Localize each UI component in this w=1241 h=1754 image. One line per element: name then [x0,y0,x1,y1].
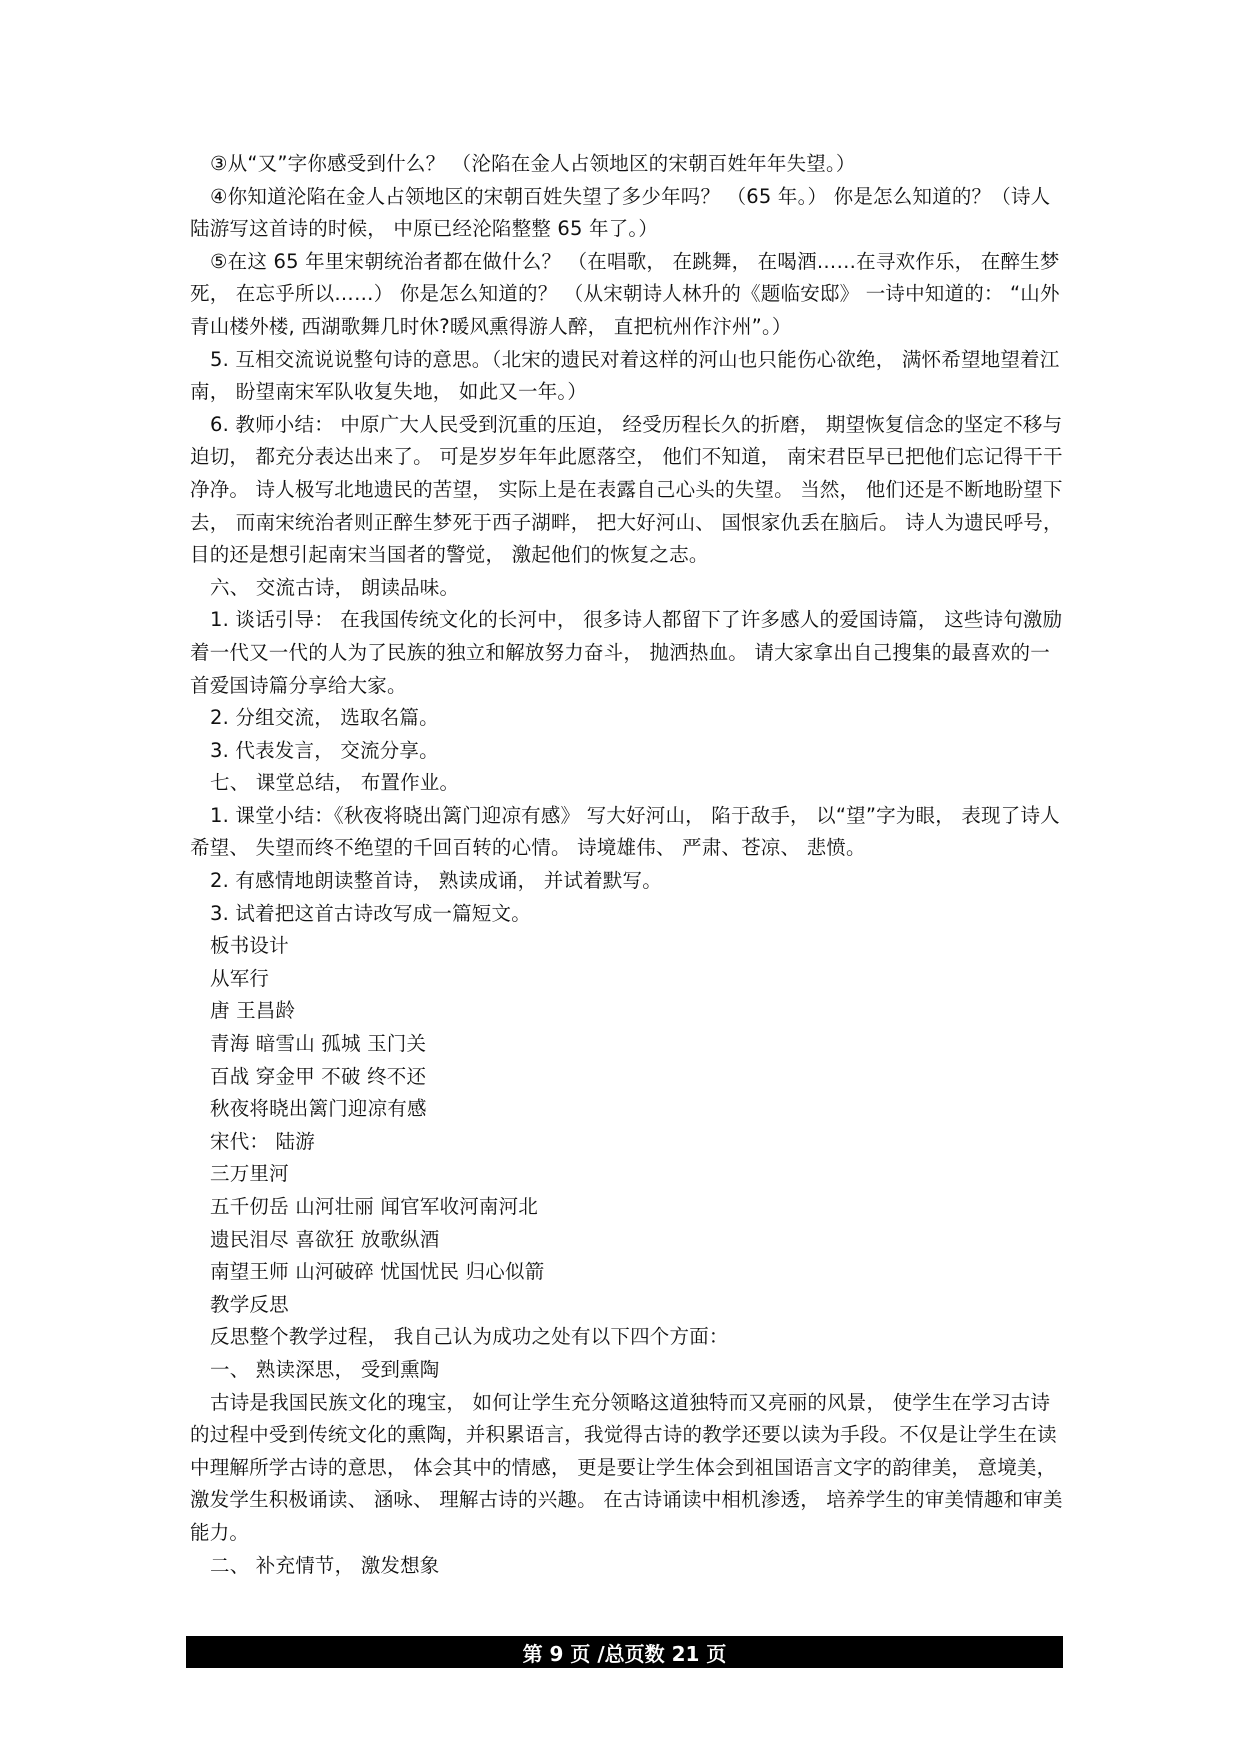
paragraph: 2. 分组交流， 选取名篇。 [210,706,439,730]
board-line: 三万里河 [210,1162,289,1186]
paragraph: 6. 教师小结： 中原广大人民受到沉重的压迫， 经受历程长久的折磨， 期望恢复信念的坚定不移与迫切， 都充分表达出来了。 可是岁岁年年此愿落空， 他们不知道， 南宋君臣早已把他们忘记得干干净净。 诗人极写北地遗民的苦望， 实际上是在表露自己心头的失望。 当然， 他们还是不断地盼望下去， 而南宋统治者则正醉生梦死于西子湖畔， 把大好河山、 国恨家仇丢在脑后。 诗人为遗民呼号， 目的还是想引起南宋当国者的警觉， 激起他们的恢复之志。 [190,412,1063,567]
paragraph: 1. 课堂小结：《秋夜将晓出篱门迎凉有感》 写大好河山， 陷于敌手， 以“望”字为眼， 表现了诗人希望、 失望而终不绝望的千回百转的心情。 诗境雄伟、 严肃、苍凉、 悲愤。 [190,803,1060,860]
section-heading: 教学反思 [210,1292,289,1316]
board-line: 遗民泪尽 喜欲狂 放歌纵酒 [210,1227,440,1251]
paragraph: ④你知道沦陷在金人占领地区的宋朝百姓失望了多少年吗？ （65 年。） 你是怎么知道的？（诗人陆游写这首诗的时候， 中原已经沦陷整整 65 年了。） [190,184,1051,241]
paragraph: 5. 互相交流说说整句诗的意思。（北宋的遗民对着这样的河山也只能伤心欲绝， 满怀希望地望着江南， 盼望南宋军队收复失地， 如此又一年。） [190,347,1060,404]
paragraph: 3. 代表发言， 交流分享。 [210,738,439,762]
paragraph: 古诗是我国民族文化的瑰宝， 如何让学生充分领略这道独特而又亮丽的风景， 使学生在学习古诗的过程中受到传统文化的熏陶，并积累语言，我觉得古诗的教学还要以读为手段。不仅是让学生在读中理解所学古诗的意思， 体会其中的情感， 更是要让学生体会到祖国语言文字的韵律美， 意境美， 激发学生积极诵读、 涵咏、 理解古诗的兴趣。 在古诗诵读中相机渗透， 培养学生的审美情趣和审美能力。 [190,1390,1063,1544]
board-line: 秋夜将晓出篱门迎凉有感 [210,1097,427,1121]
board-line: 五千仞岳 山河壮丽 闻官军收河南河北 [210,1195,538,1218]
paragraph: ⑤在这 65 年里宋朝统治者都在做什么？ （在唱歌， 在跳舞， 在喝酒……在寻欢作乐， 在醉生梦死， 在忘乎所以……） 你是怎么知道的？ （从宋朝诗人林升的《题临安邸》 一诗中知道的： “山外青山楼外楼, 西湖歌舞几时休?暖风熏得游人醉， 直把杭州作汴州”。） [190,249,1060,338]
paragraph: 反思整个教学过程， 我自己认为成功之处有以下四个方面： [210,1325,729,1349]
board-line: 青海 暗雪山 孤城 玉门关 [210,1032,427,1056]
section-heading: 六、 交流古诗， 朗读品味。 [210,575,460,599]
page-footer [186,1636,1063,1668]
document-body [190,148,1066,1582]
page-number-label: 第 9 页 /总页数 21 页 [522,1641,727,1666]
paragraph: 2. 有感情地朗读整首诗， 熟读成诵， 并试着默写。 [210,869,662,893]
section-heading: 七、 课堂总结， 布置作业。 [210,771,460,795]
paragraph: 1. 谈话引导： 在我国传统文化的长河中， 很多诗人都留下了许多感人的爱国诗篇， 这些诗句激励着一代又一代的人为了民族的独立和解放努力奋斗， 抛洒热血。 请大家拿出自己搜集的最喜欢的一首爱国诗篇分享给大家。 [190,608,1063,697]
section-heading: 板书设计 [210,934,289,958]
board-line: 从军行 [210,966,270,990]
section-heading: 二、 补充情节， 激发想象 [210,1553,440,1577]
board-line: 唐 王昌龄 [210,999,296,1023]
paragraph: 3. 试着把这首古诗改写成一篇短文。 [210,901,531,925]
section-heading: 一、 熟读深思， 受到熏陶 [210,1357,440,1381]
paragraph: ③从“又”字你感受到什么？ （沦陷在金人占领地区的宋朝百姓年年失望。） [210,152,856,175]
board-line: 宋代： 陆游 [210,1129,315,1153]
board-line: 百战 穿金甲 不破 终不还 [210,1064,427,1088]
board-line: 南望王师 山河破碎 忧国忧民 归心似箭 [210,1260,545,1284]
